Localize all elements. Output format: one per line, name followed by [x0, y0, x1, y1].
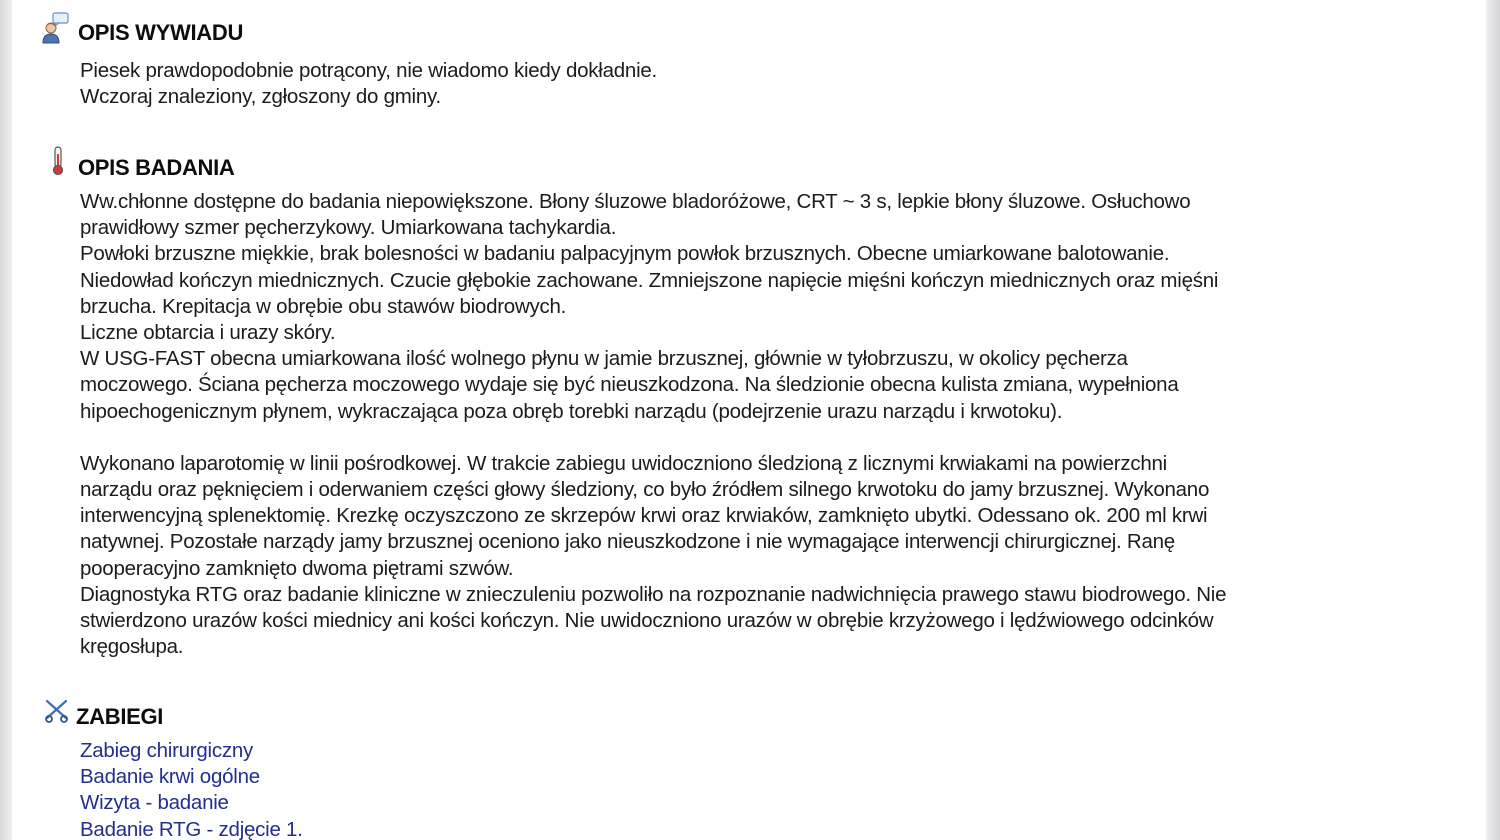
thermometer-icon: [50, 146, 76, 178]
section-body: [80, 58, 1475, 110]
window-left-edge: [0, 0, 12, 840]
procedure-links: [80, 738, 1475, 840]
text-line: Piesek prawdopodobnie potrącony, nie wiadomo kiedy dokładnie.: [80, 59, 657, 82]
surgical-scissors-icon: [44, 698, 70, 730]
procedure-link[interactable]: Wizyta - badanie: [80, 791, 229, 815]
text-line: Powłoki brzuszne miękkie, brak bolesności w badaniu palpacyjnym powłok brzusznych. Obecne umiarkowane balotowanie.: [80, 242, 1170, 266]
text-line: hipoechogenicznym płynem, wykraczająca poza obręb torebki narządu (podejrzenie urazu narządu i krwotoku).: [80, 399, 1063, 423]
text-line: Wykonano laparotomię w linii pośrodkowej. W trakcie zabiegu uwidoczniono śledzioną z licznymi krwiakami na powierzchni: [80, 451, 1167, 475]
text-line: pooperacyjno zamknięto dwoma piętrami szwów.: [80, 556, 514, 580]
text-line: Niedowład kończyn miednicznych. Czucie głębokie zachowane. Zmniejszone napięcie mięśni kończyn miednicznych oraz mięśni: [80, 268, 1219, 292]
procedure-link[interactable]: Badanie RTG - zdjęcie 1.: [80, 817, 303, 840]
text-line: Ww.chłonne dostępne do badania niepowiększone. Błony śluzowe bladoróżowe, CRT ~ 3 s, lepkie błony śluzowe. Osłuchowo: [80, 190, 1191, 213]
blank-line: [80, 425, 1475, 451]
text-line: moczowego. Ściana pęcherza moczowego wydaje się być nieuszkodzona. Na śledzionie obecna kulista zmiana, wypełniona: [80, 373, 1179, 397]
text-line: brzucha. Krepitacja w obrębie obu stawów biodrowych.: [80, 294, 567, 318]
section-title: ZABIEGI: [76, 704, 164, 729]
text-line: stwierdzono urazów kości miednicy ani kości kończyn. Nie uwidoczniono urazów w obrębie krzyżowego i lędźwiowego odcinków: [80, 609, 1214, 632]
text-line: Liczne obtarcia i urazy skóry.: [80, 320, 336, 344]
text-line: prawidłowy szmer pęcherzykowy. Umiarkowana tachykardia.: [80, 216, 617, 240]
text-line: kręgosłupa.: [80, 635, 184, 659]
text-line: narządu oraz pęknięciem i oderwaniem części głowy śledziony, co było źródłem silnego krwotoku do jamy brzusznej. Wykonano: [80, 478, 1210, 502]
section-title: OPIS WYWIADU: [78, 20, 244, 45]
text-line: interwencyjną splenektomię. Krezkę oczyszczono ze skrzepów krwi oraz krwiaków, zamknięto ubytki. Odessano ok. 200 ml krwi: [80, 504, 1208, 528]
procedure-link[interactable]: Badanie krwi ogólne: [80, 765, 260, 789]
document-page: [12, 0, 1486, 840]
text-line: Diagnostyka RTG oraz badanie kliniczne w znieczuleniu pozwoliło na rozpoznanie nadwichnięcia prawego stawu biodrowego. Nie: [80, 582, 1227, 606]
text-line: Wczoraj znaleziony, zgłoszony do gminy.: [80, 85, 441, 109]
text-line: natywnej. Pozostałe narządy jamy brzusznej oceniono jako nieuszkodzone i nie wymagające interwencji chirurgicznej. Ranę: [80, 530, 1175, 554]
window-right-edge: [1486, 0, 1500, 840]
procedure-link[interactable]: Zabieg chirurgiczny: [80, 739, 253, 762]
section-title: OPIS BADANIA: [78, 155, 235, 180]
interview-person-icon: [42, 12, 68, 44]
text-line: W USG-FAST obecna umiarkowana ilość wolnego płynu w jamie brzusznej, głównie w tyłobrzuszu, w okolicy pęcherza: [80, 347, 1128, 371]
section-body: [80, 189, 1475, 660]
